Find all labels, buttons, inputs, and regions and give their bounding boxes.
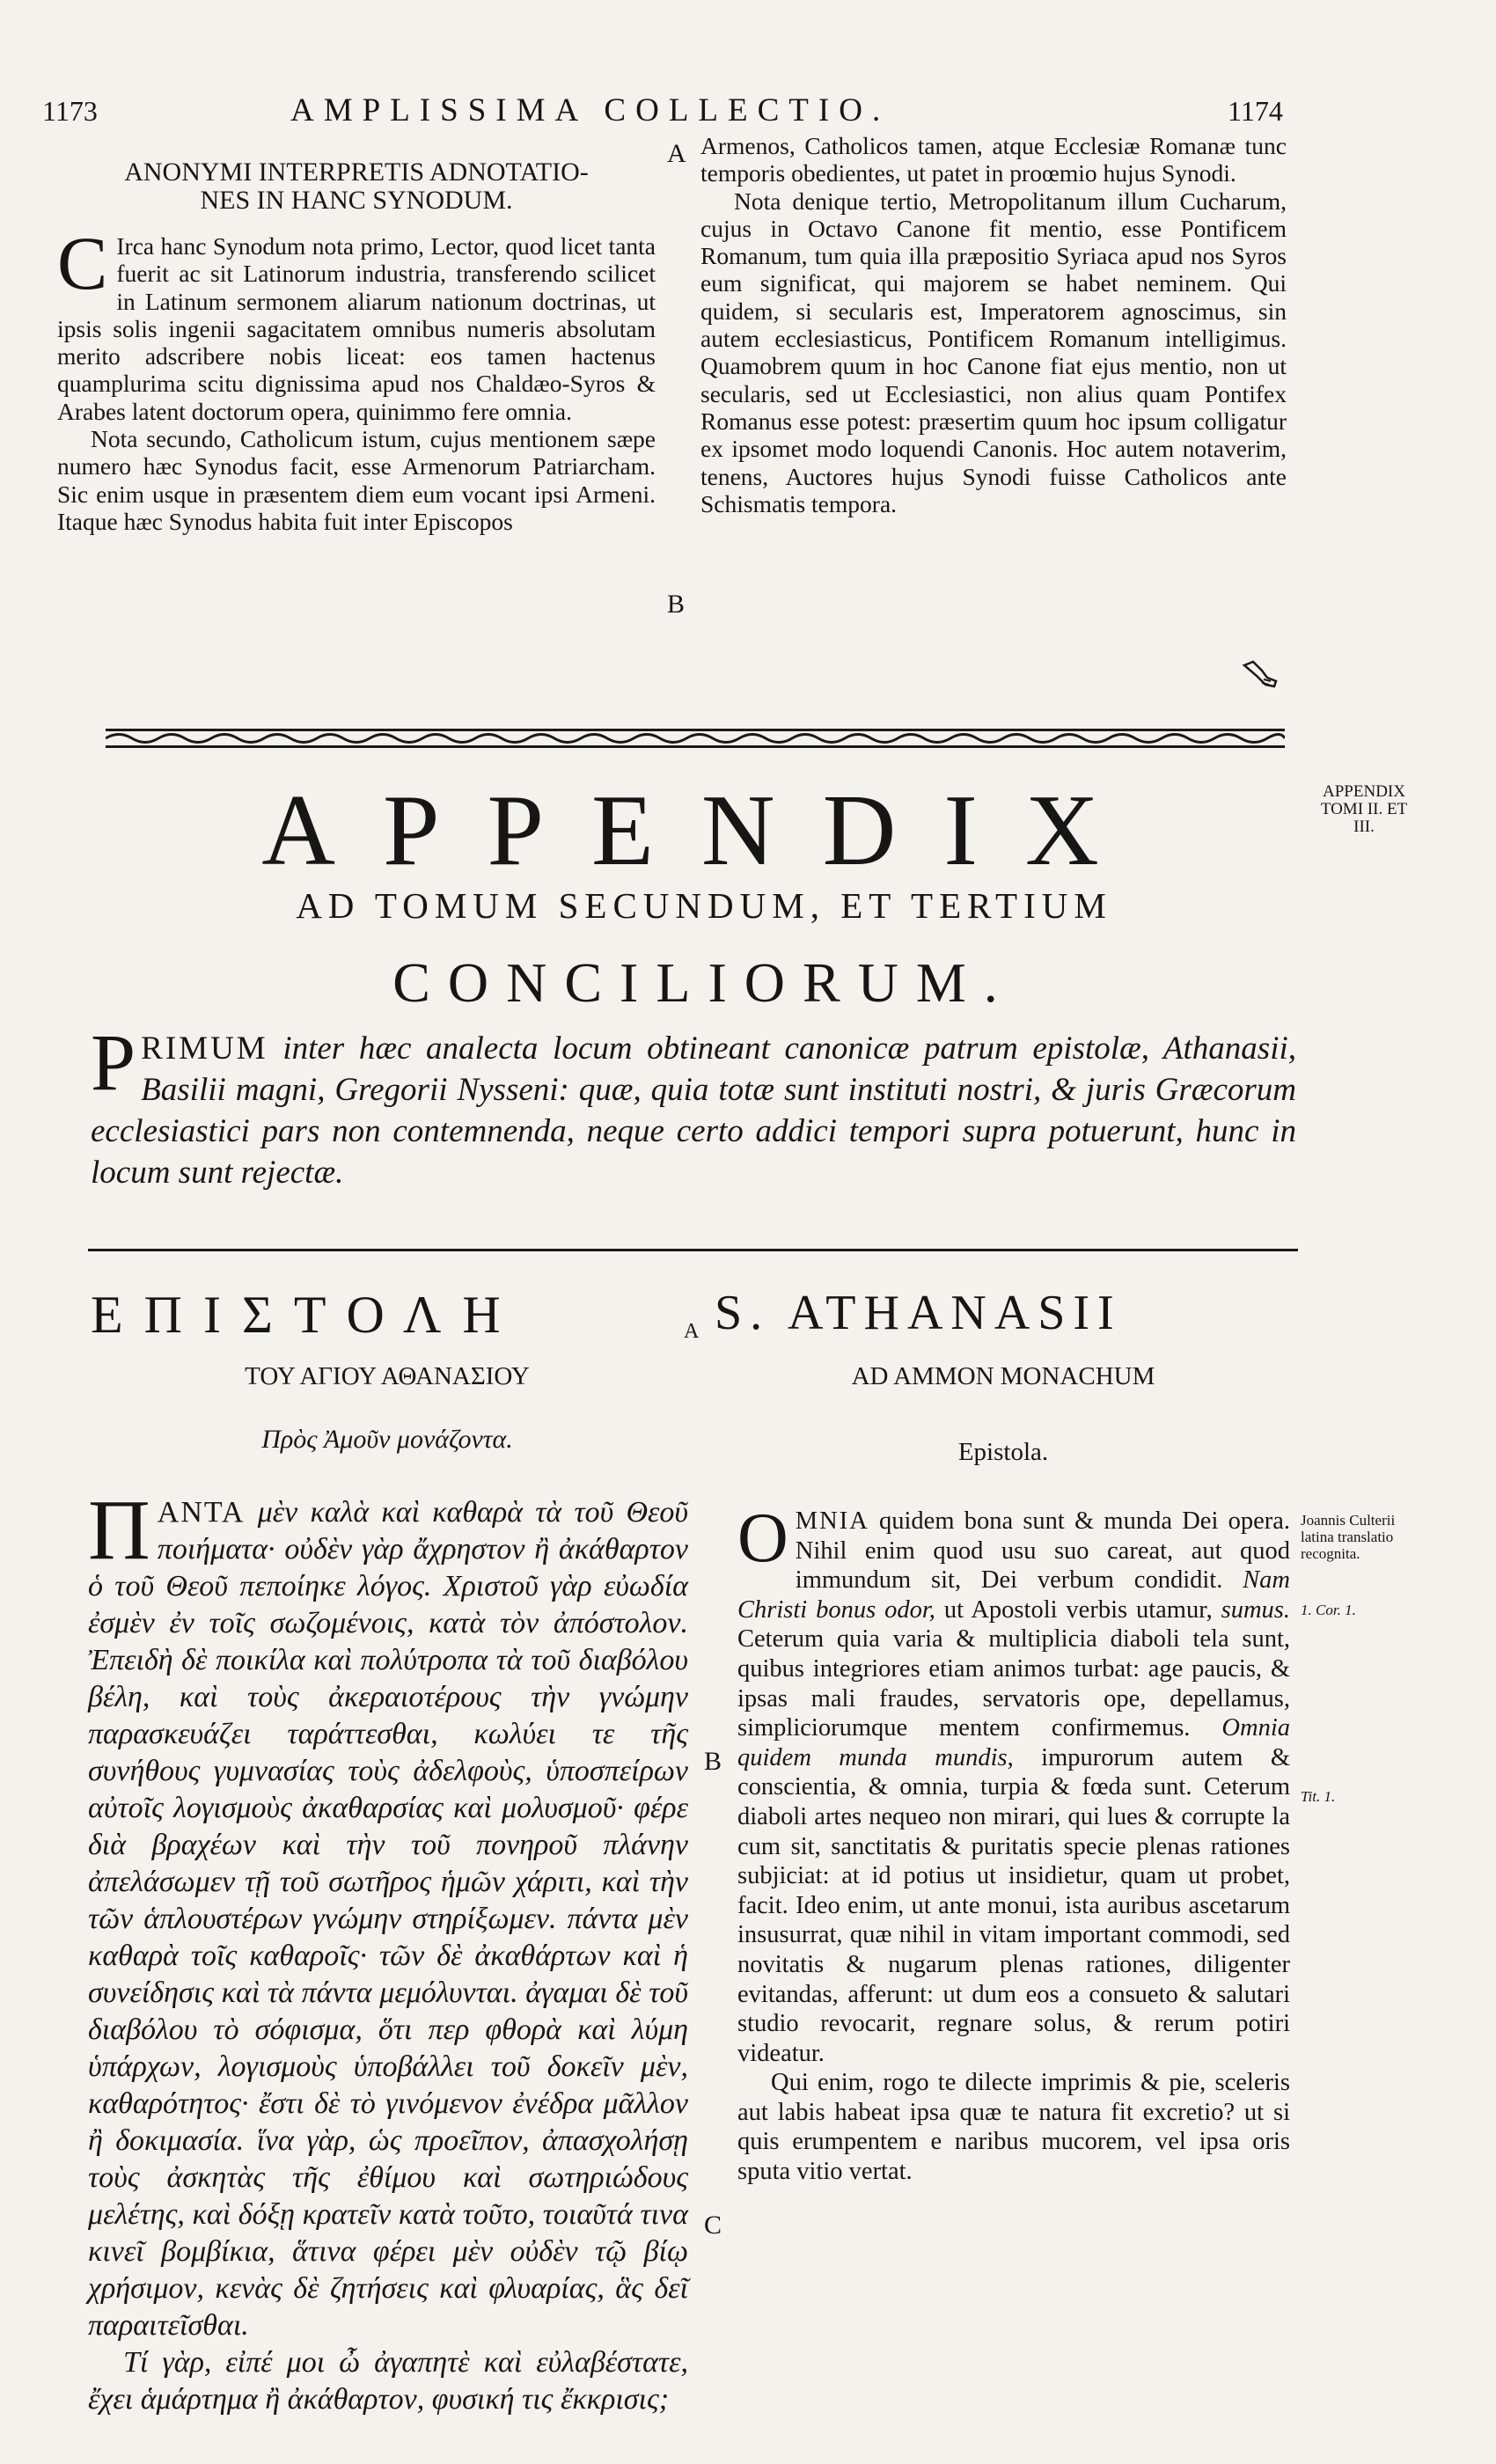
- translation-side-note: Joannis Culterii latina translatio recognita.: [1301, 1512, 1396, 1562]
- drop-cap: O: [737, 1500, 788, 1577]
- greek-addressee: Πρὸς Ἀμοῦν μονάζοντα.: [261, 1425, 513, 1454]
- annotationes-paragraph-2: Nota secundo, Catholicum istum, cujus mentionem sæpe numero hæc Synodus facit, esse Armenorum Patriarcham. Sic enim usque in præsentem diem eum vocant ipsi Armeni. Itaque hæc Synodus habita fuit inter Episcopos: [57, 425, 656, 535]
- margin-letter-b: B: [704, 1747, 722, 1776]
- margin-letter-a: A: [684, 1320, 700, 1343]
- drop-cap: C: [57, 221, 108, 305]
- page-number-left: 1173: [42, 95, 98, 127]
- annotationes-heading: ANONYMI INTERPRETIS ADNOTATIO- NES IN HANC SYNODUM.: [124, 158, 589, 215]
- latin-epistola-label: Epistola.: [957, 1438, 1049, 1466]
- annotationes-left-column: [57, 158, 656, 535]
- appendix-intro: PRIMUM inter hæc analecta locum obtineant canonicæ patrum epistolæ, Athanasii, Basilii magni, Gregorii Nysseni: quæ, quia totæ sunt instituti nostri, & juris Græcorum ecclesiastici pars non contemnenda, neque certo addici tempori supra potuerunt, hunc in locum sunt rejectæ.: [91, 1017, 1296, 1191]
- greek-paragraph-2: Τί γὰρ, εἰπέ μοι ὦ ἀγαπητὲ καὶ εὐλαβέστατε, ἔχει ἁμάρτημα ἢ ἀκάθαρτον, φυσική τις ἔκκρισις;: [88, 2346, 688, 2416]
- latin-epistle-title: S. ATHANASII: [715, 1286, 1122, 1340]
- greek-subtitle: ΤΟΥ ΑΓΙΟΥ ΑΘΑΝΑΣΙΟΥ: [245, 1362, 530, 1390]
- annotationes-paragraph-3: Armenos, Catholicos tamen, atque Ecclesiæ Romanæ tunc temporis obedientes, ut patet in proœmio hujus Synodi.: [700, 132, 1287, 187]
- annotationes-paragraph-1: C Irca hanc Synodum nota primo, Lector, quod licet tanta fuerit ac sit Latinorum industria, transferendo scilicet in Latinum sermonem aliarum nationum doctrinas, ut ipsis solis ingenii sagacitatem omnibus numeris absolutam merito adscribere nobis liceat: eos tamen hactenus quamplurima scitu dignissima apud nos Chaldæo-Syros & Arabes latent doctorum opera, quinimmo fere omnia.: [57, 221, 656, 425]
- drop-cap: Π: [88, 1483, 150, 1578]
- annotationes-right-column: [700, 132, 1287, 517]
- ornamental-band: [106, 727, 1285, 750]
- annotationes-paragraph-4: Nota denique tertio, Metropolitanum illum Cucharum, cujus in Octavo Canone fit mentio, esse Pontificem Romanum, tum quia illa præpositio Syriaca apud nos Syros eum significat, qui majorem se habet neminem. Qui quidem, si secularis est, Imperatorem agnoscimus, sin autem ecclesiasticus, Pontificem Romanum intelligimus. Quamobrem quum in hoc Canone fiat ejus mentio, non ut secularis, sed ut Ecclesiastici, non alius quam Pontifex Romanus esse potest: præsertim quum hoc ipsum colligatur ex ipsomet modo loquendi Canonis. Hoc autem notaverim, tenens, Auctores hujus Synodi fuisse Catholicos ante Schismatis tempora.: [700, 187, 1287, 517]
- drop-cap: P: [91, 1017, 136, 1107]
- scripture-reference: Tit. 1.: [1301, 1788, 1336, 1805]
- greek-epistle-title: ΕΠΙΣΤΟΛΗ: [91, 1286, 522, 1344]
- margin-letter-b: B: [667, 590, 686, 619]
- pointing-hand-icon: [1241, 658, 1280, 692]
- latin-text-column: [737, 1500, 1291, 2187]
- greek-text-column: [88, 1483, 689, 2418]
- appendix-title: APPENDIX: [261, 774, 1147, 887]
- latin-paragraph-1: OMNIA quidem bona sunt & munda Dei opera. Nihil enim quod usu suo careat, aut quod immundum sit, Dei verbum condidit. Nam Christi bonus odor, ut Apostoli verbis utamur, sumus. Ceterum quia varia & multiplicia diaboli tela sunt, quibus integriores etiam animos turbat: age paucis, & ipsas mali fraudes, servatoris ope, depellamus, simpliciorumque mentem confirmemus. Omnia quidem munda mundis, impurorum autem & conscientia, & omnia, turpia & fœda sunt. Ceterum diaboli artes nequeo non mirari, qui lues & corrupte la cum sit, sanctitatis & puritatis specie plenas rationes subjiciat: at id potius ut insidietur, quam ut probet, facit. Ideo enim, ut ante monui, ista auribus ascetarum insusurrat, quæ nihil in vitam important commodi, sed novitatis & nugarum plenas rationes, diligenter evitandas, afferunt: ut dum eos a consueto & salutari studio revocarit, regnare solus, & rerum potiri videatur.: [737, 1500, 1291, 2067]
- margin-letter-c: C: [704, 2211, 722, 2240]
- conciliorum-title: CONCILIORUM.: [392, 951, 1016, 1014]
- page-number-right: 1174: [1228, 95, 1283, 127]
- scripture-reference: 1. Cor. 1.: [1301, 1602, 1356, 1618]
- latin-subtitle: AD AMMON MONACHUM: [851, 1362, 1155, 1390]
- latin-paragraph-2: Qui enim, rogo te dilecte imprimis & pie, sceleris aut labis habeat ipsa quæ te natura fit excretio? ut si quis erumpentem e naribus mucorem, vel ipsa oris sputa vitio vertat.: [737, 2069, 1290, 2186]
- appendix-margin-note: APPENDIX TOMI II. ET III.: [1320, 782, 1408, 836]
- section-rule: [88, 1249, 1298, 1251]
- margin-letter-a: A: [667, 139, 686, 168]
- appendix-subtitle: AD TOMUM SECUNDUM, ET TERTIUM: [296, 885, 1112, 926]
- greek-paragraph-1: ΠΑΝΤΑ μὲν καλὰ καὶ καθαρὰ τὰ τοῦ Θεοῦ ποιήματα· οὐδὲν γὰρ ἄχρηστον ἢ ἀκάθαρτον ὁ τοῦ Θεοῦ πεποίηκε λόγος. Χριστοῦ γὰρ εὐωδία ἐσμὲν ἐν τοῖς σωζομένοις, κατὰ τὸν ἀπόστολον. Ἐπειδὴ δὲ ποικίλα καὶ πολύτροπα τὰ τοῦ διαβόλου βέλη, καὶ τοὺς ἀκεραιοτέρους τὴν γνώμην παρασκευάζει ταράττεσθαι, κωλύει τε τῆς συνήθους γυμνασίας τοὺς ἀδελφοὺς, ὑποσπείρων αὐτοῖς λογισμοὺς ἀκαθαρσίας καὶ μολυσμοῦ· φέρε διὰ βραχέων καὶ τὴν τοῦ πονηροῦ πλάνην ἀπελάσωμεν τῇ τοῦ σωτῆρος ἡμῶν χάριτι, καὶ τὴν τῶν ἁπλουστέρων γνώμην στηρίξωμεν. πάντα μὲν καθαρὰ τοῖς καθαροῖς· τῶν δὲ ἀκαθάρτων καὶ ἡ συνείδησις καὶ τὰ πάντα μεμόλυνται. ἀγαμαι δὲ τοῦ διαβόλου τὸ σόφισμα, ὅτι περ φθορὰ καὶ λύμη ὑπάρχων, λογισμοὺς ὑποβάλλει τοῦ δοκεῖν μὲν, καθαρότητος· ἔστι δὲ τὸ γινόμενον ἐνέδρα μᾶλλον ἢ δοκιμασία. ἵνα γὰρ, ὡς προεῖπον, ἀπασχολήσῃ τοὺς ἀσκητὰς τῆς ἐθίμου καὶ σωτηριώδους μελέτης, καὶ δόξῃ κρατεῖν κατὰ τοῦτο, τοιαῦτά τινα κινεῖ βομβίκια, ἅτινα φέρει μὲν οὐδὲν τῷ βίῳ χρήσιμον, κενὰς δὲ ζητήσεις καὶ φλυαρίας, ἃς δεῖ παραιτεῖσθαι.: [88, 1483, 689, 2342]
- running-header-title: AMPLISSIMA COLLECTIO.: [290, 92, 891, 128]
